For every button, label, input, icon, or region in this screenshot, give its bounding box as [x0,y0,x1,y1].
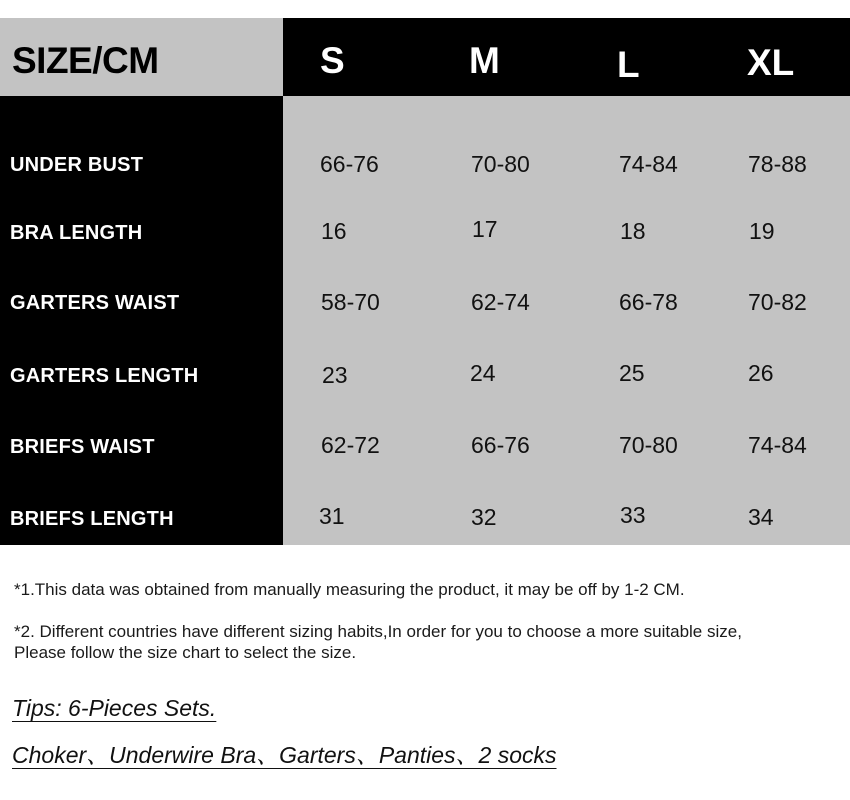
tips-set-contents: Choker、Underwire Bra、Garters、Panties、2 socks [12,742,557,768]
table-cell: 74-84 [748,432,807,458]
table-cell: 31 [319,503,345,529]
size-header-xl: XL [747,42,795,83]
measurement-note: *1.This data was obtained from manually measuring the product, it may be off by 1-2 CM. [14,580,685,599]
measurement-values [283,96,850,545]
table-cell: 19 [749,218,775,244]
table-cell: 66-78 [619,289,678,315]
size-header-l: L [617,44,640,85]
size-header-m: M [469,40,500,81]
table-cell: 74-84 [619,151,678,177]
table-cell: 70-80 [619,432,678,458]
measurement-label-column [0,96,283,545]
sizing-note-line1: *2. Different countries have different sizing habits,In order for you to choose a more suitable size, [14,622,742,641]
table-cell: 62-72 [321,432,380,458]
tips-set-count: Tips: 6-Pieces Sets. [12,695,217,721]
sizing-note-line2: Please follow the size chart to select the size. [14,643,357,662]
row-label-briefs-waist: BRIEFS WAIST [10,436,155,458]
table-cell: 25 [619,360,645,386]
table-cell: 26 [748,360,774,386]
table-cell: 78-88 [748,151,807,177]
table-cell: 70-82 [748,289,807,315]
size-chart-title: SIZE/CM [12,40,159,81]
table-cell: 23 [322,362,348,388]
table-cell: 66-76 [320,151,379,177]
row-label-garters-length: GARTERS LENGTH [10,365,199,387]
table-cell: 58-70 [321,289,380,315]
table-cell: 62-74 [471,289,530,315]
row-label-garters-waist: GARTERS WAIST [10,292,180,314]
row-label-briefs-length: BRIEFS LENGTH [10,508,174,530]
row-label-under-bust: UNDER BUST [10,154,144,176]
table-cell: 34 [748,504,774,530]
size-chart-corner [0,18,283,96]
table-cell: 32 [471,504,497,530]
table-cell: 17 [472,216,498,242]
size-header-s: S [320,40,345,81]
table-cell: 33 [620,502,646,528]
row-label-bra-length: BRA LENGTH [10,222,143,244]
table-cell: 70-80 [471,151,530,177]
table-cell: 16 [321,218,347,244]
table-cell: 66-76 [471,432,530,458]
size-header-row [283,18,850,96]
table-cell: 18 [620,218,646,244]
table-cell: 24 [470,360,496,386]
size-chart [0,18,850,545]
